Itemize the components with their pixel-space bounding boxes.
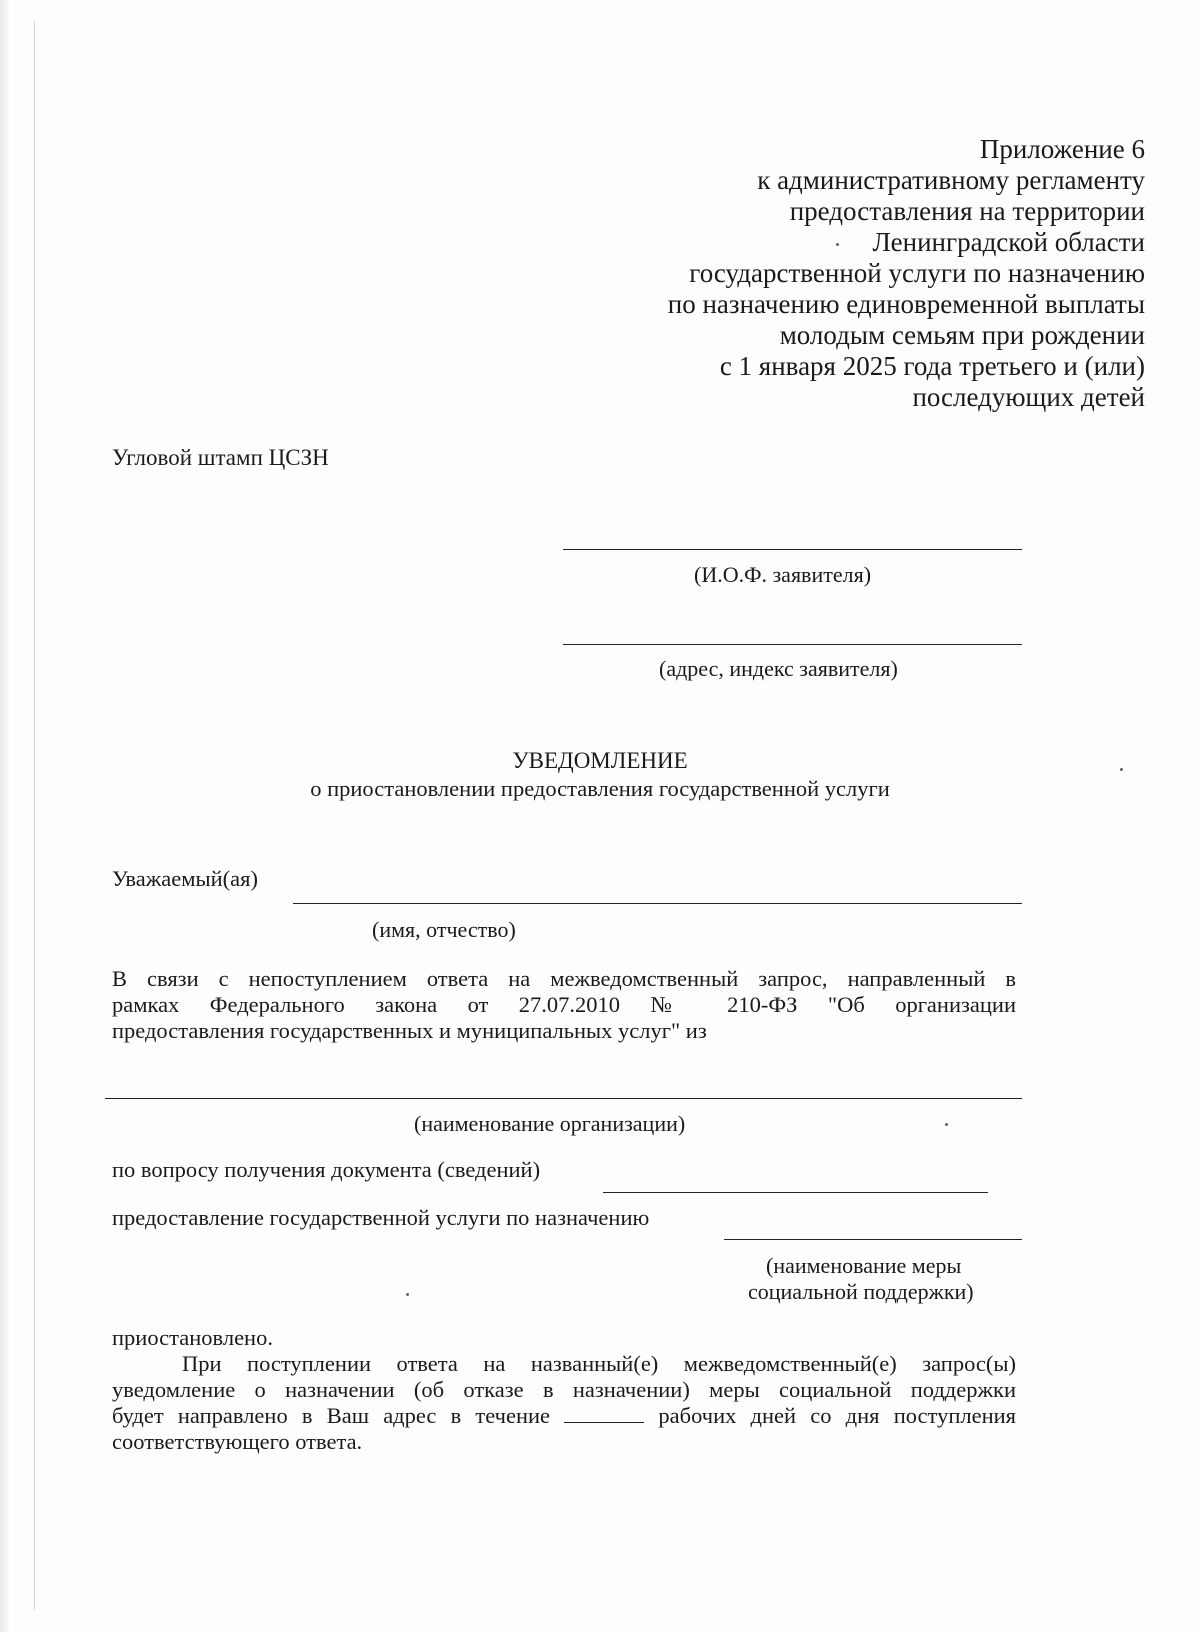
suspended-text: приостановлено. bbox=[112, 1325, 273, 1350]
applicant-address-caption: (адрес, индекс заявителя) bbox=[659, 656, 898, 681]
organization-line[interactable] bbox=[105, 1098, 1022, 1099]
scan-speck bbox=[406, 1293, 409, 1296]
paragraph-2-line-4: соответствующего ответа. bbox=[112, 1429, 363, 1454]
measure-caption-line-1: (наименование меры bbox=[766, 1253, 962, 1278]
notice-subtitle: о приостановлении предоставления государственной услуги bbox=[310, 776, 890, 801]
organization-caption: (наименование организации) bbox=[414, 1111, 686, 1136]
working-days-blank[interactable] bbox=[564, 1404, 644, 1423]
appendix-line: предоставления на территории bbox=[789, 196, 1145, 226]
appendix-line: молодым семьям при рождении bbox=[779, 320, 1145, 350]
recipient-name-caption: (имя, отчество) bbox=[372, 917, 516, 942]
document-question-line[interactable] bbox=[603, 1192, 988, 1193]
appendix-line: последующих детей bbox=[912, 382, 1145, 412]
measure-caption-line-2: социальной поддержки) bbox=[748, 1279, 974, 1304]
appendix-line: к административному регламенту bbox=[757, 165, 1145, 195]
applicant-address-line[interactable] bbox=[563, 644, 1022, 645]
notice-title: УВЕДОМЛЕНИЕ bbox=[512, 748, 688, 773]
paragraph-2-line-3-start: будет направлено в Ваш адрес в течение bbox=[112, 1403, 551, 1428]
scan-margin-line bbox=[34, 20, 35, 1610]
document-question-label: по вопросу получения документа (сведений) bbox=[112, 1157, 541, 1182]
greeting-label: Уважаемый(ая) bbox=[112, 866, 258, 891]
scan-speck bbox=[945, 1123, 948, 1126]
appendix-line: по назначению единовременной выплаты bbox=[667, 289, 1145, 319]
paragraph-2-line-3 bbox=[112, 1403, 1016, 1429]
appendix-line: Приложение 6 bbox=[979, 134, 1145, 164]
paragraph-1-line-1: В связи с непоступлением ответа на межведомственный запрос, направленный в bbox=[112, 966, 1016, 991]
scan-edge-shadow bbox=[0, 0, 10, 1632]
applicant-name-caption: (И.О.Ф. заявителя) bbox=[694, 562, 872, 587]
paragraph-1-line-2: рамках Федерального закона от 27.07.2010 № 210-ФЗ "Об организации bbox=[112, 992, 1016, 1017]
paragraph-1-line-3: предоставления государственных и муниципальных услуг" из bbox=[112, 1018, 707, 1043]
recipient-name-line[interactable] bbox=[293, 903, 1022, 904]
appendix-line: государственной услуги по назначению bbox=[689, 258, 1145, 288]
paragraph-2-line-3-end: рабочих дней со дня поступления bbox=[658, 1403, 1017, 1428]
scan-speck bbox=[1120, 768, 1123, 771]
appendix-header bbox=[585, 134, 1145, 413]
service-provision-label: предоставление государственной услуги по назначению bbox=[112, 1205, 650, 1230]
paragraph-2-line-1: При поступлении ответа на названный(е) межведомственный(е) запрос(ы) bbox=[182, 1351, 1016, 1376]
appendix-line: Ленинградской области bbox=[872, 227, 1145, 257]
measure-name-line[interactable] bbox=[724, 1239, 1022, 1240]
corner-stamp-label: Угловой штамп ЦСЗН bbox=[112, 445, 329, 470]
applicant-name-line[interactable] bbox=[563, 549, 1022, 550]
appendix-line: с 1 января 2025 года третьего и (или) bbox=[719, 351, 1145, 381]
scan-speck bbox=[836, 243, 839, 246]
paragraph-2-line-2: уведомление о назначении (об отказе в назначении) меры социальной поддержки bbox=[112, 1377, 1016, 1402]
